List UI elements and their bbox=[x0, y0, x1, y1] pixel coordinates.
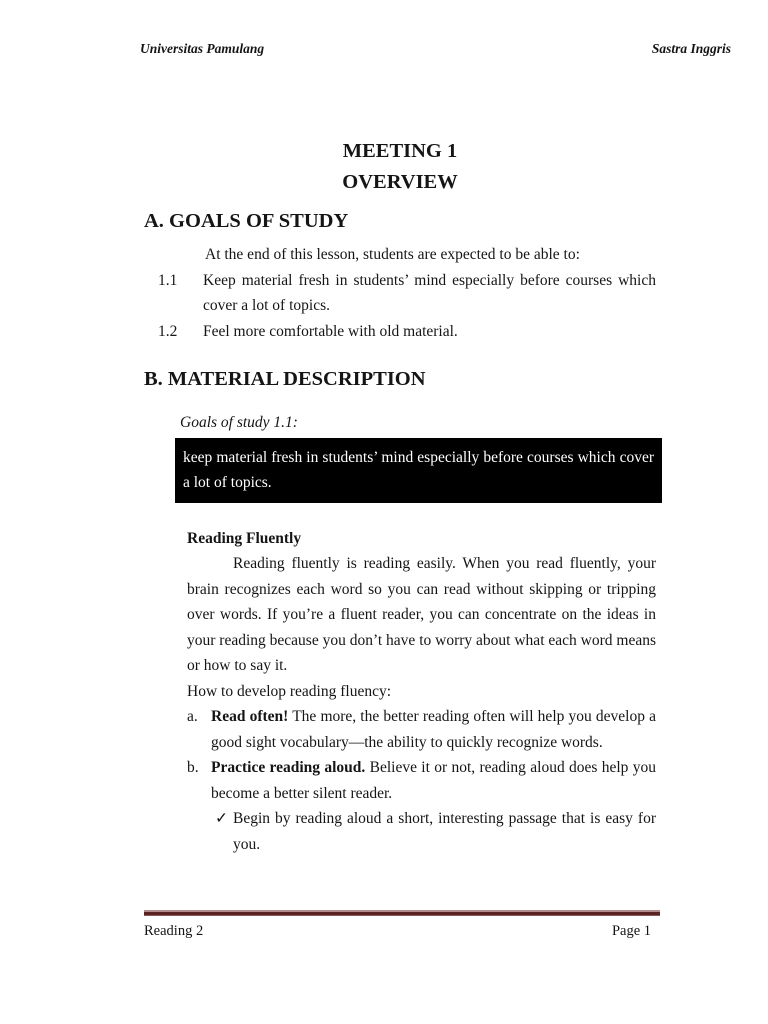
section-b-heading: B. MATERIAL DESCRIPTION bbox=[144, 368, 426, 390]
tip-item-b bbox=[187, 755, 656, 806]
tip-rest: The more, the better reading often will help you develop a good sight vocabulary—the ability to quickly recognize words. bbox=[211, 708, 656, 751]
section-material-description bbox=[144, 367, 656, 857]
section-a-heading: A. GOALS OF STUDY bbox=[144, 210, 349, 232]
tip-item-a bbox=[187, 704, 656, 755]
goal-item-1-1 bbox=[144, 268, 656, 319]
page-footer bbox=[144, 919, 660, 945]
footer-rule bbox=[144, 910, 660, 916]
goal-number: 1.2 bbox=[158, 322, 178, 340]
section-goals-of-study bbox=[144, 209, 656, 344]
goals-intro: At the end of this lesson, students are expected to be able to: bbox=[205, 246, 580, 263]
reading-fluently-heading: Reading Fluently bbox=[187, 529, 302, 547]
tip-lead: Practice reading aloud. bbox=[211, 759, 366, 776]
goal-text: Keep material fresh in students’ mind especially before courses which cover a lot of topics. bbox=[203, 271, 656, 314]
document-title bbox=[144, 139, 656, 194]
checkmark-icon: ✓ bbox=[215, 810, 228, 827]
header-university: Universitas Pamulang bbox=[140, 41, 265, 56]
goal-text: Feel more comfortable with old material. bbox=[203, 322, 458, 340]
footer-course-label: Reading 2 bbox=[144, 923, 204, 939]
page-header bbox=[140, 41, 731, 57]
goal-item-1-2 bbox=[144, 319, 656, 345]
tip-rest: Believe it or not, reading aloud does help you become a better silent reader. bbox=[211, 759, 657, 802]
reading-fluently-block bbox=[187, 526, 656, 858]
tip-marker: a. bbox=[187, 708, 198, 725]
footer-page-number: Page 1 bbox=[611, 923, 651, 939]
highlighted-goal-box: keep material fresh in students’ mind especially before courses which cover a lot of topics. bbox=[175, 438, 662, 503]
title-line-meeting: MEETING 1 bbox=[342, 140, 458, 162]
tip-text bbox=[211, 704, 656, 755]
goal-number: 1.1 bbox=[158, 271, 178, 289]
tip-marker: b. bbox=[187, 759, 199, 776]
check-item-text: Begin by reading aloud a short, interesting passage that is easy for you. bbox=[233, 810, 656, 853]
title-line-overview: OVERVIEW bbox=[342, 171, 458, 193]
goal-reference-label: Goals of study 1.1: bbox=[180, 414, 298, 431]
tip-lead: Read often! bbox=[211, 708, 289, 725]
tip-text bbox=[211, 755, 656, 806]
header-program: Sastra Inggris bbox=[651, 41, 731, 56]
fluency-list-intro: How to develop reading fluency: bbox=[187, 682, 392, 700]
check-list-item bbox=[215, 806, 656, 857]
fluency-paragraph: Reading fluently is reading easily. When you read fluently, your brain recognizes each word so you can read without skipping or tripping over words. If you’re a fluent reader, you can concentrate on the ideas in your reading because you don’t have to worry about what each word means or how to say it. bbox=[187, 555, 656, 674]
